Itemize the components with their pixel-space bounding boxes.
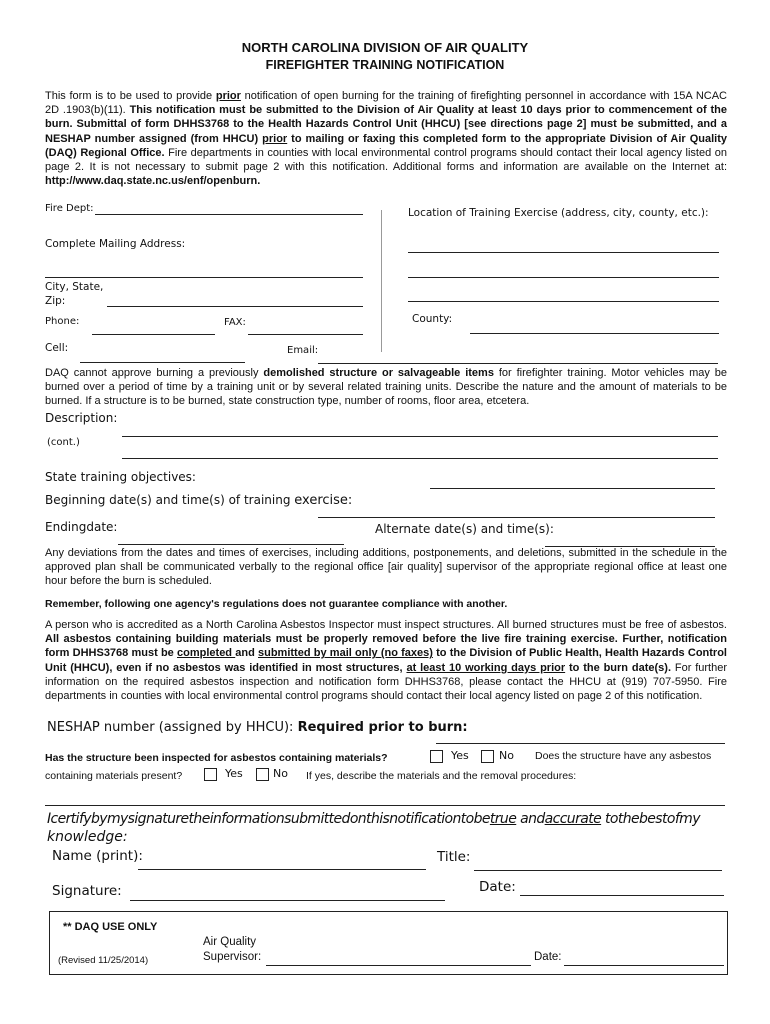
- phone-input[interactable]: [92, 320, 215, 335]
- beginning-date-label: Beginning date(s) and time(s) of training exercise:: [45, 493, 353, 508]
- form-title: NORTH CAROLINA DIVISION OF AIR QUALITY: [241, 40, 529, 55]
- phone-label: Phone:: [45, 316, 80, 327]
- deviations-paragraph: Any deviations from the dates and times of exercises, including additions, postponements, and deletions, submitted in the schedule in the approved plan shall be communicated verbally to the regional office [air quality] supervisor of the appropriate regional office at least one hour before the burn is scheduled.: [45, 547, 727, 588]
- inspected-yes-label: Yes: [451, 749, 469, 762]
- column-divider: [381, 210, 382, 352]
- present-yes-checkbox[interactable]: [204, 768, 217, 781]
- asbestos-present-question-b: containing materials present?: [45, 770, 183, 782]
- city-state-label: City, State,: [45, 281, 104, 293]
- signature-label: Signature:: [52, 883, 122, 899]
- inspected-question: Has the structure been inspected for asbestos containing materials?: [45, 752, 388, 764]
- title-input[interactable]: [474, 856, 722, 871]
- remember-note: Remember, following one agency's regulations does not guarantee compliance with another.: [45, 598, 508, 610]
- title-label: Title:: [437, 849, 471, 865]
- fire-dept-input[interactable]: [95, 200, 363, 215]
- location-input-1[interactable]: [408, 238, 719, 253]
- ending-date-input[interactable]: [118, 530, 344, 545]
- description-input[interactable]: [122, 422, 718, 437]
- objectives-label: State training objectives:: [45, 470, 196, 484]
- city-state-zip-input[interactable]: [107, 292, 363, 307]
- daq-date-input[interactable]: [564, 951, 724, 966]
- present-yes-label: Yes: [225, 767, 243, 780]
- neshap-label: NESHAP number (assigned by HHCU): Required prior to burn:: [47, 720, 468, 735]
- present-no-label: No: [273, 767, 288, 780]
- structure-paragraph: DAQ cannot approve burning a previously demolished structure or salvageable items for firefighter training. Motor vehicles may be burned over a period of time by a training unit or by several related training units. Describe the nature and the amount of materials to be burned. If a structure is to be burned, state construction type, number of rooms, floor area, etcetera.: [45, 367, 728, 408]
- fax-input[interactable]: [248, 320, 363, 335]
- present-no-checkbox[interactable]: [256, 768, 269, 781]
- description-label: Description:: [45, 411, 118, 425]
- inspected-no-label: No: [499, 749, 514, 762]
- materials-input[interactable]: [45, 791, 725, 806]
- alternate-date-input[interactable]: [545, 532, 715, 547]
- name-print-label: Name (print):: [52, 848, 143, 864]
- signature-input[interactable]: [130, 886, 445, 901]
- certify-knowledge: knowledge:: [47, 829, 128, 845]
- asbestos-present-question-a: Does the structure have any asbestos: [535, 750, 712, 762]
- intro-paragraph: This form is to be used to provide prior notification of open burning for the training of firefighting personnel in accordance with 15A NCAC 2D .1903(b)(11). This notification must be submitted to the Division of Air Quality at least 10 days prior to commencement of the burn. Submittal of form DHHS3768 to the Health Hazards Control Unit (HHCU) [see directions page 2] must be submitted, and a NESHAP number assigned (from HHCU) prior to mailing or faxing this completed form to the appropriate Division of Air Quality (DAQ) Regional Office. Fire departments in counties with local environmental control programs should contact their local agency listed on page 2. It is not necessary to submit page 2 with this notification. Additional forms and information are available on the Internet at: http://www.daq.state.nc.us/enf/openburn.: [45, 90, 728, 188]
- name-print-input[interactable]: [138, 855, 426, 870]
- mailing-address-input[interactable]: [45, 263, 363, 278]
- supervisor-label: Supervisor:: [203, 951, 262, 963]
- objectives-input[interactable]: [430, 474, 715, 489]
- location-input-3[interactable]: [408, 287, 719, 302]
- zip-label: Zip:: [45, 295, 66, 307]
- revised-date: (Revised 11/25/2014): [58, 955, 149, 966]
- fire-dept-label: Fire Dept:: [45, 203, 94, 214]
- date-label: Date:: [479, 879, 516, 895]
- supervisor-input[interactable]: [266, 951, 531, 966]
- description-cont-input[interactable]: [122, 444, 718, 459]
- location-input-2[interactable]: [408, 263, 719, 278]
- beginning-date-input[interactable]: [318, 503, 715, 518]
- describe-materials-label: If yes, describe the materials and the removal procedures:: [306, 770, 577, 782]
- air-quality-label: Air Quality: [203, 936, 257, 948]
- cell-label: Cell:: [45, 342, 69, 354]
- location-label: Location of Training Exercise (address, city, county, etc.):: [408, 207, 709, 219]
- county-input[interactable]: [470, 319, 719, 334]
- email-label: Email:: [287, 345, 319, 356]
- daq-date-label: Date:: [534, 951, 562, 963]
- daq-url-link[interactable]: http://www.daq.state.nc.us/enf/openburn.: [45, 175, 261, 188]
- fax-label: FAX:: [224, 317, 246, 328]
- daq-use-only-heading: ** DAQ USE ONLY: [63, 921, 158, 933]
- description-cont-label: (cont.): [47, 437, 80, 448]
- neshap-input[interactable]: [436, 729, 725, 744]
- certify-statement: Icertifybymysignaturetheinformationsubmittedonthisnotificationtobetrue andaccurate tothebestofmy: [47, 811, 700, 827]
- ending-date-label: Endingdate:: [45, 520, 118, 534]
- asbestos-paragraph: A person who is accredited as a North Carolina Asbestos Inspector must inspect structures. All burned structures must be free of asbestos. All asbestos containing building materials must be properly removed before the live fire training exercise. Further, notification form DHHS3768 must be completed and submitted by mail only (no faxes) to the Division of Public Health, Health Hazards Control Unit (HHCU), even if no asbestos was identified in most structures, at least 10 working days prior to the burn date(s). For further information on the required asbestos inspection and notification form DHHS3768, please contact the HHCU at (919) 707-5950. Fire departments in counties with local environmental control programs should contact their local agency listed on page 2 of this notification.: [45, 619, 728, 703]
- inspected-no-checkbox[interactable]: [481, 750, 494, 763]
- form-subtitle: FIREFIGHTER TRAINING NOTIFICATION: [265, 58, 505, 72]
- mailing-address-label: Complete Mailing Address:: [45, 238, 186, 250]
- inspected-yes-checkbox[interactable]: [430, 750, 443, 763]
- cell-input[interactable]: [80, 348, 245, 363]
- county-label: County:: [412, 313, 453, 325]
- date-input[interactable]: [520, 881, 724, 896]
- email-input[interactable]: [318, 349, 718, 364]
- alternate-date-label: Alternate date(s) and time(s):: [375, 522, 554, 536]
